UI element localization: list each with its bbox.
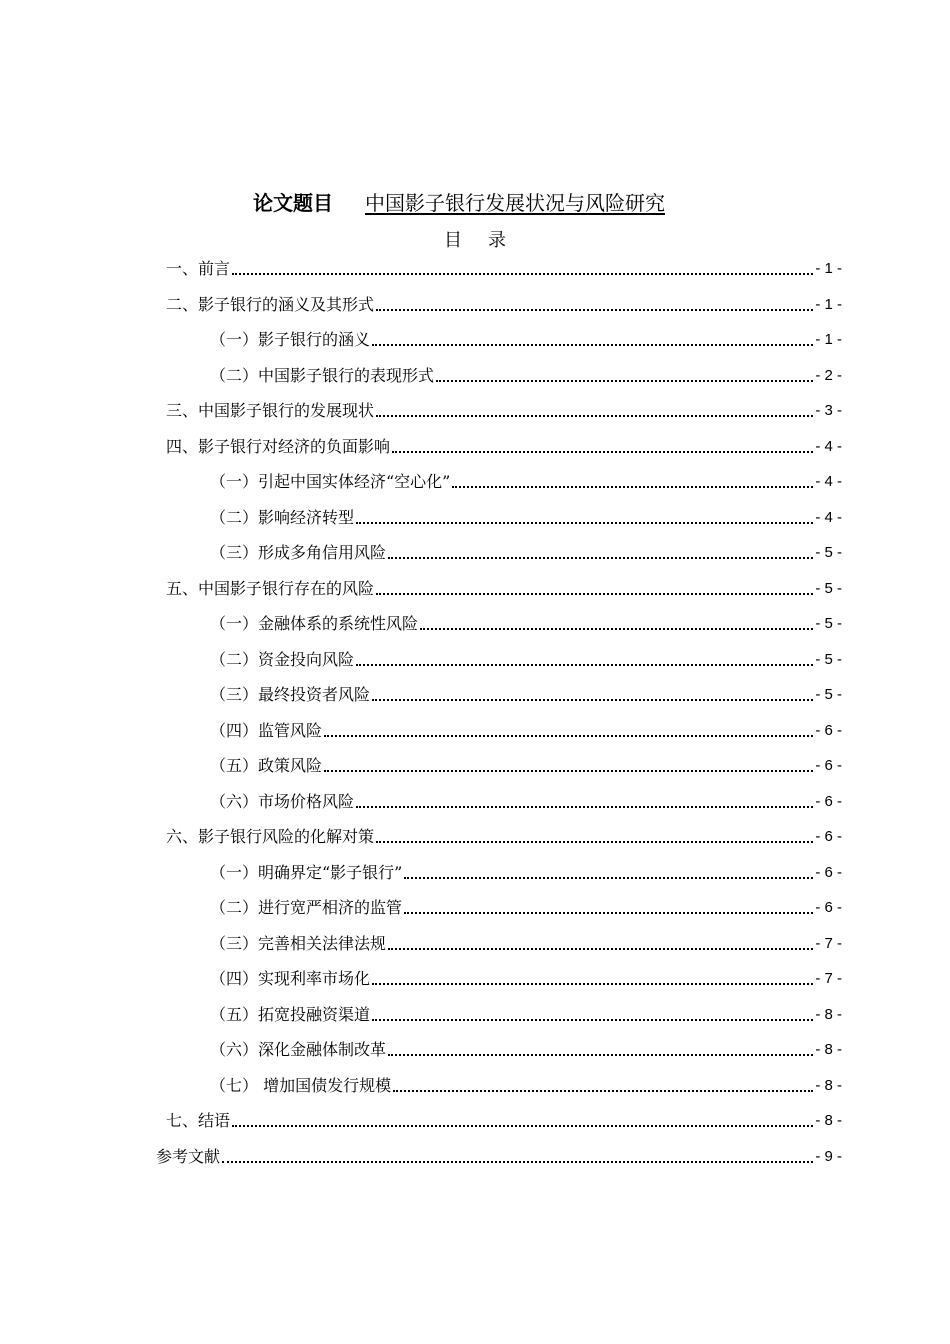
toc-entry-title: 七、结语 — [166, 1111, 231, 1130]
toc-entry-title: （六）深化金融体制改革 — [210, 1040, 387, 1059]
toc-entry-title: （二）中国影子银行的表现形式 — [210, 366, 435, 385]
toc-entry[interactable] — [210, 611, 842, 635]
toc-entry-title: 参考文献 — [156, 1147, 221, 1166]
toc-entry-page-number: - 8 - — [815, 1006, 842, 1023]
toc-entry[interactable] — [210, 753, 842, 777]
toc-entry[interactable] — [210, 718, 842, 742]
toc-entry-page-number: - 8 - — [815, 1112, 842, 1129]
toc-dot-leader — [372, 344, 813, 346]
toc-dot-leader — [388, 557, 813, 559]
toc-entry-page-number: - 8 - — [815, 1041, 842, 1058]
toc-entry[interactable] — [210, 1002, 842, 1026]
toc-entry-title: （二）资金投向风险 — [210, 650, 355, 669]
toc-entry[interactable] — [166, 292, 842, 316]
toc-entry-page-number: - 6 - — [815, 899, 842, 916]
toc-dot-leader — [376, 593, 813, 595]
toc-dot-leader — [356, 522, 813, 524]
toc-entry-title: （六）市场价格风险 — [210, 792, 355, 811]
toc-entry[interactable] — [210, 860, 842, 884]
toc-entry[interactable] — [166, 434, 842, 458]
toc-dot-leader — [356, 664, 813, 666]
toc-entry-title: （五）政策风险 — [210, 756, 323, 775]
toc-entry[interactable] — [210, 1073, 842, 1097]
toc-entry-title: （一）引起中国实体经济“空心化” — [210, 472, 451, 491]
toc-entry[interactable] — [210, 363, 842, 387]
toc-entry-page-number: - 5 - — [815, 686, 842, 703]
toc-dot-leader — [376, 841, 813, 843]
toc-entry-title: 五、中国影子银行存在的风险 — [166, 579, 375, 598]
toc-entry-title: （四）实现利率市场化 — [210, 969, 371, 988]
toc-dot-leader — [452, 486, 813, 488]
toc-entry-title: （三）形成多角信用风险 — [210, 543, 387, 562]
toc-entry-page-number: - 1 - — [815, 296, 842, 313]
toc-entry[interactable] — [166, 398, 842, 422]
toc-entry[interactable] — [156, 1144, 842, 1168]
toc-entry[interactable] — [210, 540, 842, 564]
toc-entry-page-number: - 5 - — [815, 651, 842, 668]
toc-entry-page-number: - 6 - — [815, 828, 842, 845]
toc-entry-title: （三）最终投资者风险 — [210, 685, 371, 704]
toc-dot-leader — [376, 415, 813, 417]
toc-entry-title: （一）明确界定“影子银行” — [210, 863, 403, 882]
toc-entry-title: （五）拓宽投融资渠道 — [210, 1005, 371, 1024]
toc-entry-page-number: - 1 - — [815, 331, 842, 348]
toc-entry-title: （二）进行宽严相济的监管 — [210, 898, 403, 917]
toc-entry[interactable] — [210, 469, 842, 493]
toc-dot-leader — [436, 380, 813, 382]
toc-entry-title: （二）影响经济转型 — [210, 508, 355, 527]
toc-entry-title: 三、中国影子银行的发展现状 — [166, 401, 375, 420]
toc-entry-page-number: - 6 - — [815, 864, 842, 881]
toc-entry-title: （三）完善相关法律法规 — [210, 934, 387, 953]
toc-entry-page-number: - 4 - — [815, 473, 842, 490]
thesis-title-line — [0, 189, 950, 217]
toc-dot-leader — [420, 628, 813, 630]
toc-entry-page-number: - 6 - — [815, 722, 842, 739]
toc-entry[interactable] — [210, 895, 842, 919]
toc-entry[interactable] — [166, 1108, 842, 1132]
toc-entry-title: 二、影子银行的涵义及其形式 — [166, 295, 375, 314]
toc-dot-leader — [404, 912, 813, 914]
toc-entry[interactable] — [210, 647, 842, 671]
toc-entry-page-number: - 5 - — [815, 580, 842, 597]
toc-entry[interactable] — [210, 1037, 842, 1061]
toc-entry-title: 一、前言 — [166, 259, 231, 278]
toc-dot-leader — [372, 699, 813, 701]
toc-entry-page-number: - 5 - — [815, 544, 842, 561]
toc-entry-page-number: - 3 - — [815, 402, 842, 419]
toc-entry[interactable] — [166, 824, 842, 848]
toc-entry-page-number: - 5 - — [815, 615, 842, 632]
toc-entry[interactable] — [210, 789, 842, 813]
toc-entry[interactable] — [210, 682, 842, 706]
toc-dot-leader — [388, 1054, 813, 1056]
toc-dot-leader — [388, 948, 813, 950]
thesis-title-value: 中国影子银行发展状况与风险研究 — [365, 191, 665, 215]
toc-entry[interactable] — [210, 931, 842, 955]
toc-entry-page-number: - 2 - — [815, 367, 842, 384]
toc-dot-leader — [376, 309, 813, 311]
toc-entry-page-number: - 9 - — [815, 1148, 842, 1165]
toc-heading: 目录 — [444, 230, 532, 251]
toc-dot-leader — [372, 1019, 813, 1021]
toc-entry-page-number: - 7 - — [815, 970, 842, 987]
toc-entry-title: （一）影子银行的涵义 — [210, 330, 371, 349]
toc-dot-leader — [392, 451, 813, 453]
toc-entry-page-number: - 1 - — [815, 260, 842, 277]
toc-entry-page-number: - 4 - — [815, 509, 842, 526]
toc-entry-page-number: - 6 - — [815, 757, 842, 774]
toc-dot-leader — [372, 983, 813, 985]
toc-entry-title: 四、影子银行对经济的负面影响 — [166, 437, 391, 456]
toc-entry-page-number: - 4 - — [815, 438, 842, 455]
toc-entry-title: （七） 增加国债发行规模 — [210, 1076, 392, 1095]
toc-dot-leader — [232, 273, 813, 275]
toc-entry-title: （一）金融体系的系统性风险 — [210, 614, 419, 633]
toc-entry-title: （四）监管风险 — [210, 721, 323, 740]
toc-entry[interactable] — [166, 576, 842, 600]
toc-entry[interactable] — [210, 966, 842, 990]
toc-entry-page-number: - 7 - — [815, 935, 842, 952]
thesis-title-label: 论文题目 — [253, 191, 333, 215]
toc-dot-leader — [232, 1125, 813, 1127]
toc-entry[interactable] — [166, 256, 842, 280]
toc-entry-title: 六、影子银行风险的化解对策 — [166, 827, 375, 846]
toc-dot-leader — [404, 877, 813, 879]
toc-entry-page-number: - 8 - — [815, 1077, 842, 1094]
toc-entry[interactable] — [210, 327, 842, 351]
toc-dot-leader — [324, 770, 813, 772]
toc-entry[interactable] — [210, 505, 842, 529]
toc-dot-leader — [356, 806, 813, 808]
toc-dot-leader — [222, 1161, 813, 1163]
toc-dot-leader — [324, 735, 813, 737]
toc-entry-page-number: - 6 - — [815, 793, 842, 810]
toc-dot-leader — [393, 1090, 813, 1092]
